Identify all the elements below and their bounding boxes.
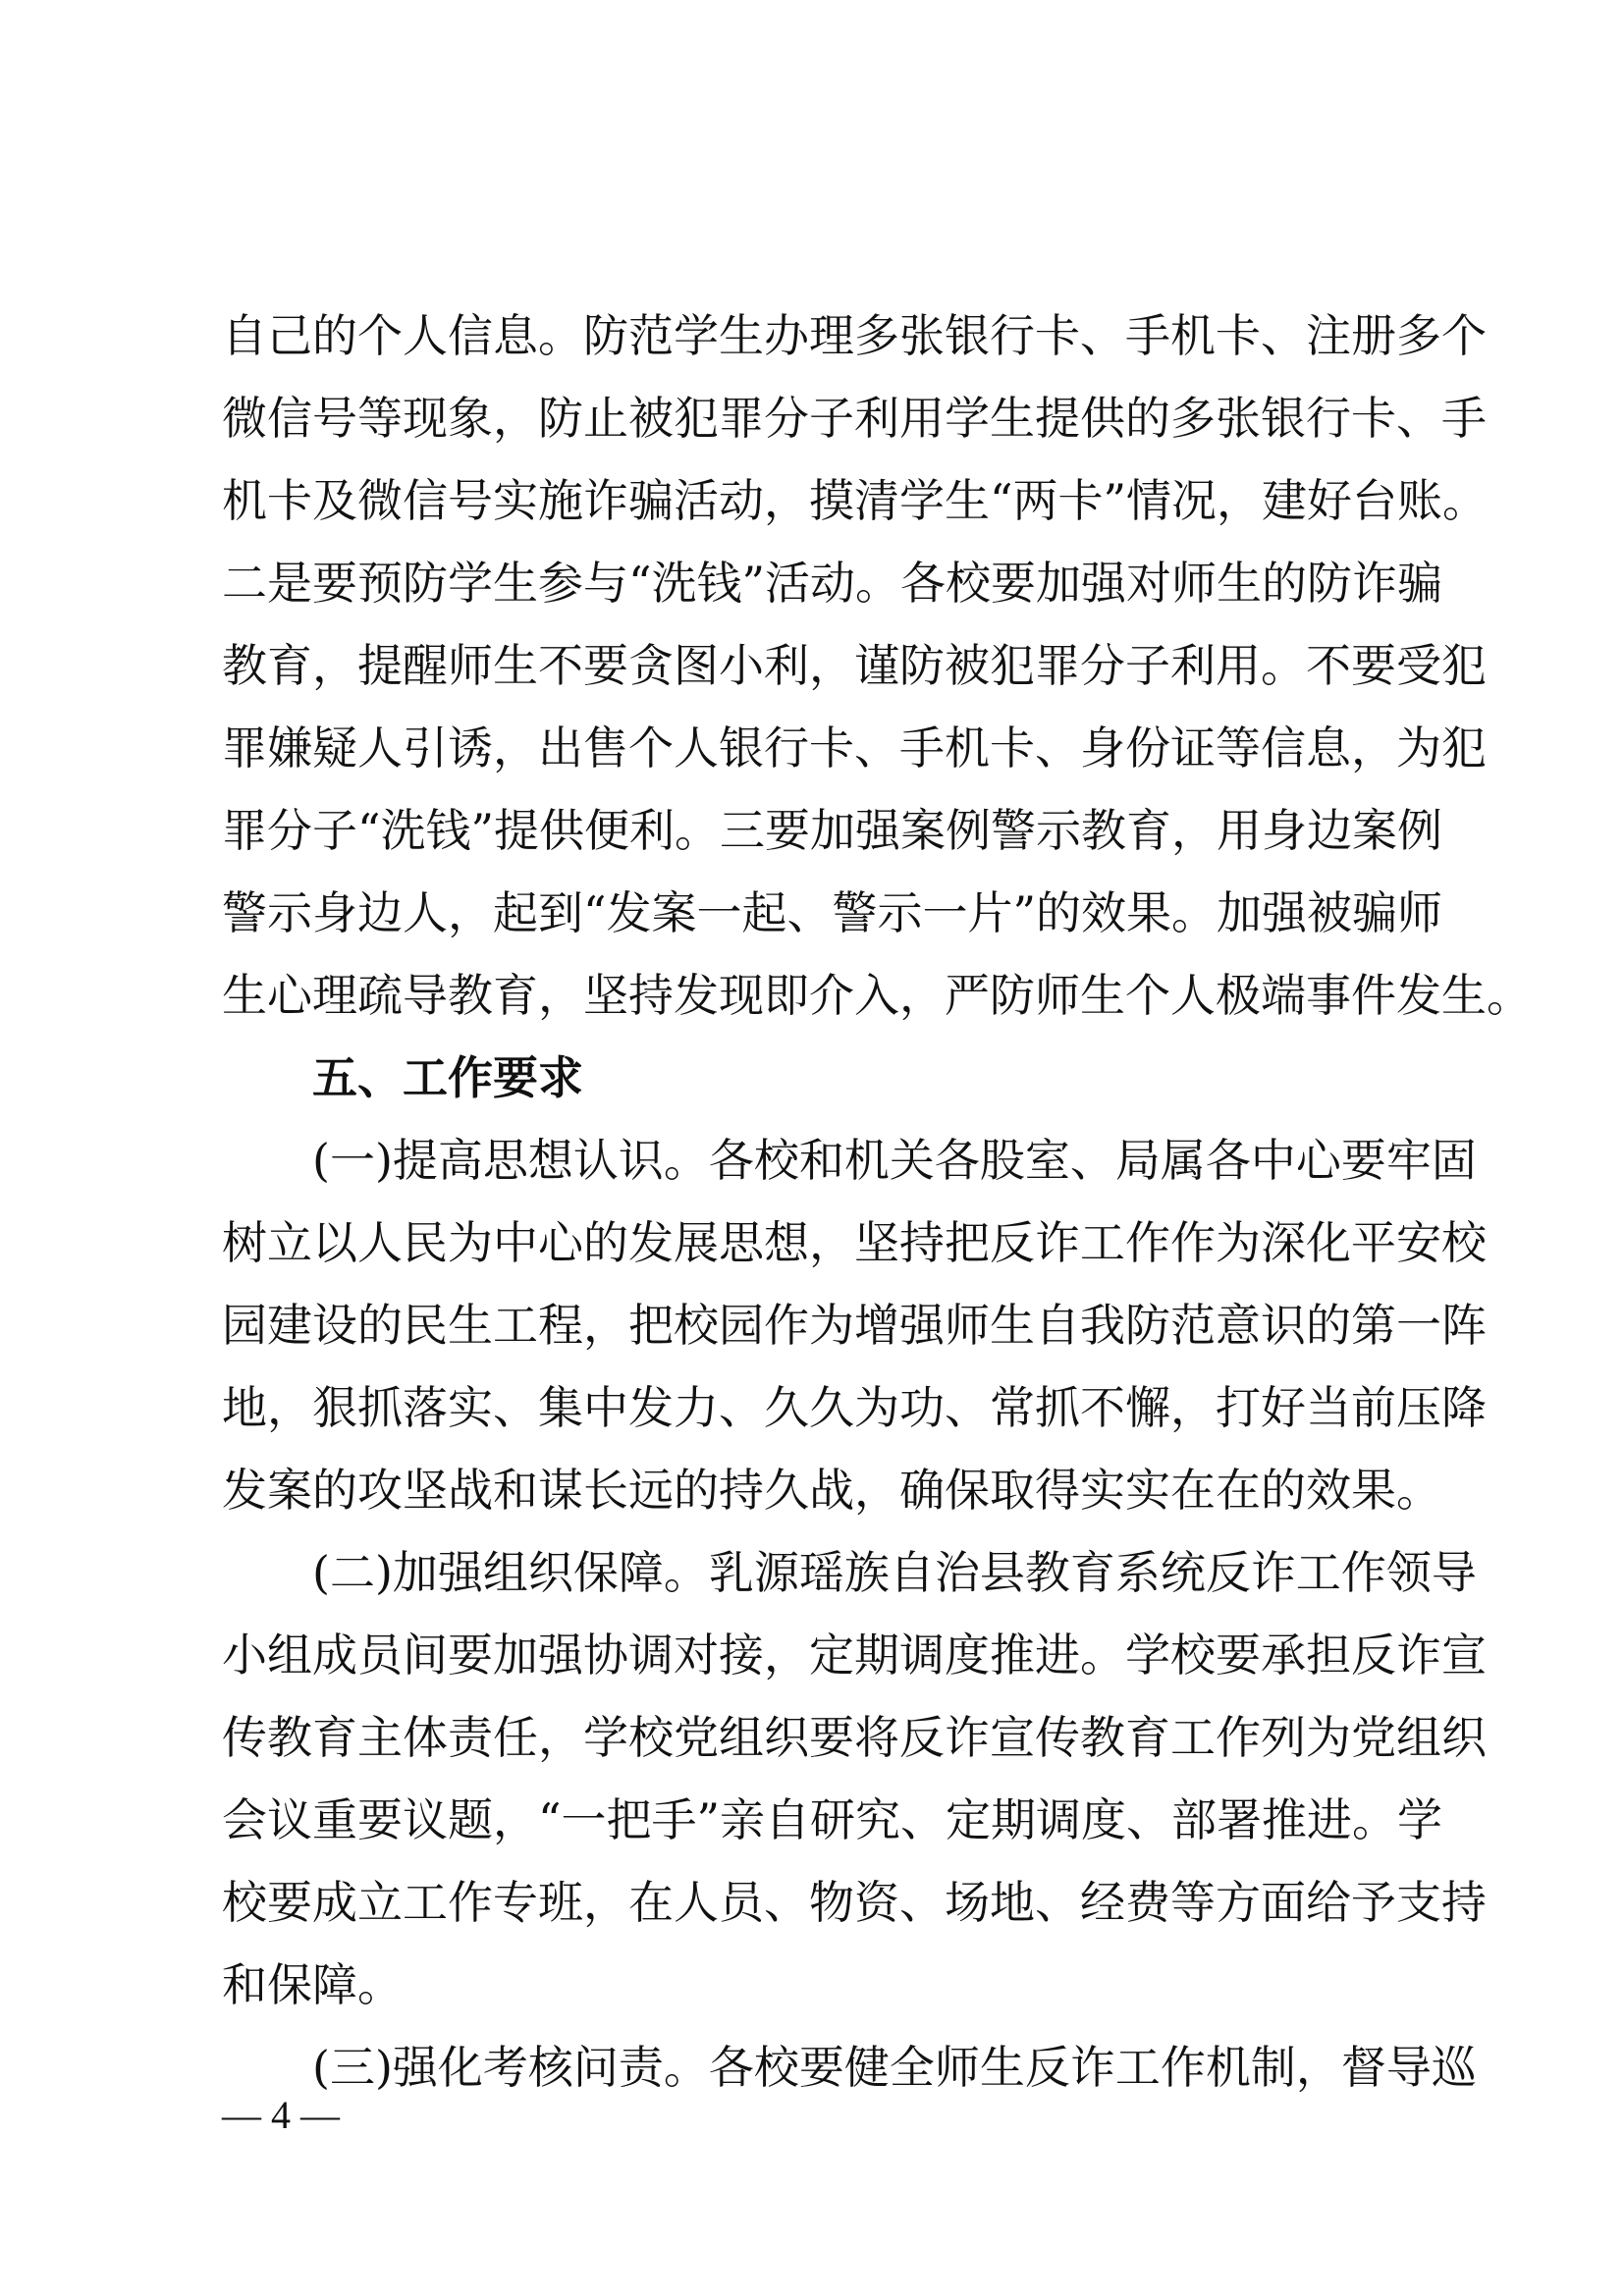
body-line: 生心理疏导教育，坚持发现即介入，严防师生个人极端事件发生。 xyxy=(222,969,1532,1022)
section-heading: 五、工作要求 xyxy=(312,1051,583,1104)
paragraph-line: (一)提高思想认识。各校和机关各股室、局属各中心要牢固 xyxy=(312,1134,1477,1187)
body-line: 罪嫌疑人引诱，出售个人银行卡、手机卡、身份证等信息，为犯 xyxy=(222,721,1487,774)
paragraph-line: 地，狠抓落实、集中发力、久久为功、常抓不懈，打好当前压降 xyxy=(222,1381,1487,1434)
body-line: 微信号等现象，防止被犯罪分子利用学生提供的多张银行卡、手 xyxy=(222,392,1487,445)
paragraph-line: 校要成立工作专班，在人员、物资、场地、经费等方面给予支持 xyxy=(222,1876,1487,1929)
body-line: 自己的个人信息。防范学生办理多张银行卡、手机卡、注册多个 xyxy=(222,309,1487,362)
document-body xyxy=(222,294,1532,2109)
paragraph-line: 小组成员间要加强协调对接，定期调度推进。学校要承担反诈宣 xyxy=(222,1629,1487,1682)
paragraph-line: 园建设的民生工程，把校园作为增强师生自我防范意识的第一阵 xyxy=(222,1299,1487,1352)
body-line: 教育，提醒师生不要贪图小利，谨防被犯罪分子利用。不要受犯 xyxy=(222,639,1487,692)
body-line: 机卡及微信号实施诈骗活动，摸清学生“两卡”情况，建好台账。 xyxy=(222,474,1489,527)
page-number: — 4 — xyxy=(222,2093,340,2137)
body-line: 罪分子“洗钱”提供便利。三要加强案例警示教育，用身边案例 xyxy=(222,804,1443,857)
paragraph-line: 传教育主体责任，学校党组织要将反诈宣传教育工作列为党组织 xyxy=(222,1711,1487,1764)
paragraph-line: 发案的攻坚战和谋长远的持久战，确保取得实实在在的效果。 xyxy=(222,1464,1441,1517)
paragraph-line: 树立以人民为中心的发展思想，坚持把反诈工作作为深化平安校 xyxy=(222,1216,1487,1269)
paragraph-line: 会议重要议题，“一把手”亲自研究、定期调度、部署推进。学 xyxy=(222,1793,1443,1846)
paragraph-line: 和保障。 xyxy=(222,1958,403,2011)
paragraph-line: (三)强化考核问责。各校要健全师生反诈工作机制，督导巡 xyxy=(312,2041,1477,2094)
paragraph-line: (二)加强组织保障。乳源瑶族自治县教育系统反诈工作领导 xyxy=(312,1546,1477,1599)
body-line: 二是要预防学生参与“洗钱”活动。各校要加强对师生的防诈骗 xyxy=(222,557,1443,610)
body-line: 警示身边人，起到“发案一起、警示一片”的效果。加强被骗师 xyxy=(222,886,1443,939)
